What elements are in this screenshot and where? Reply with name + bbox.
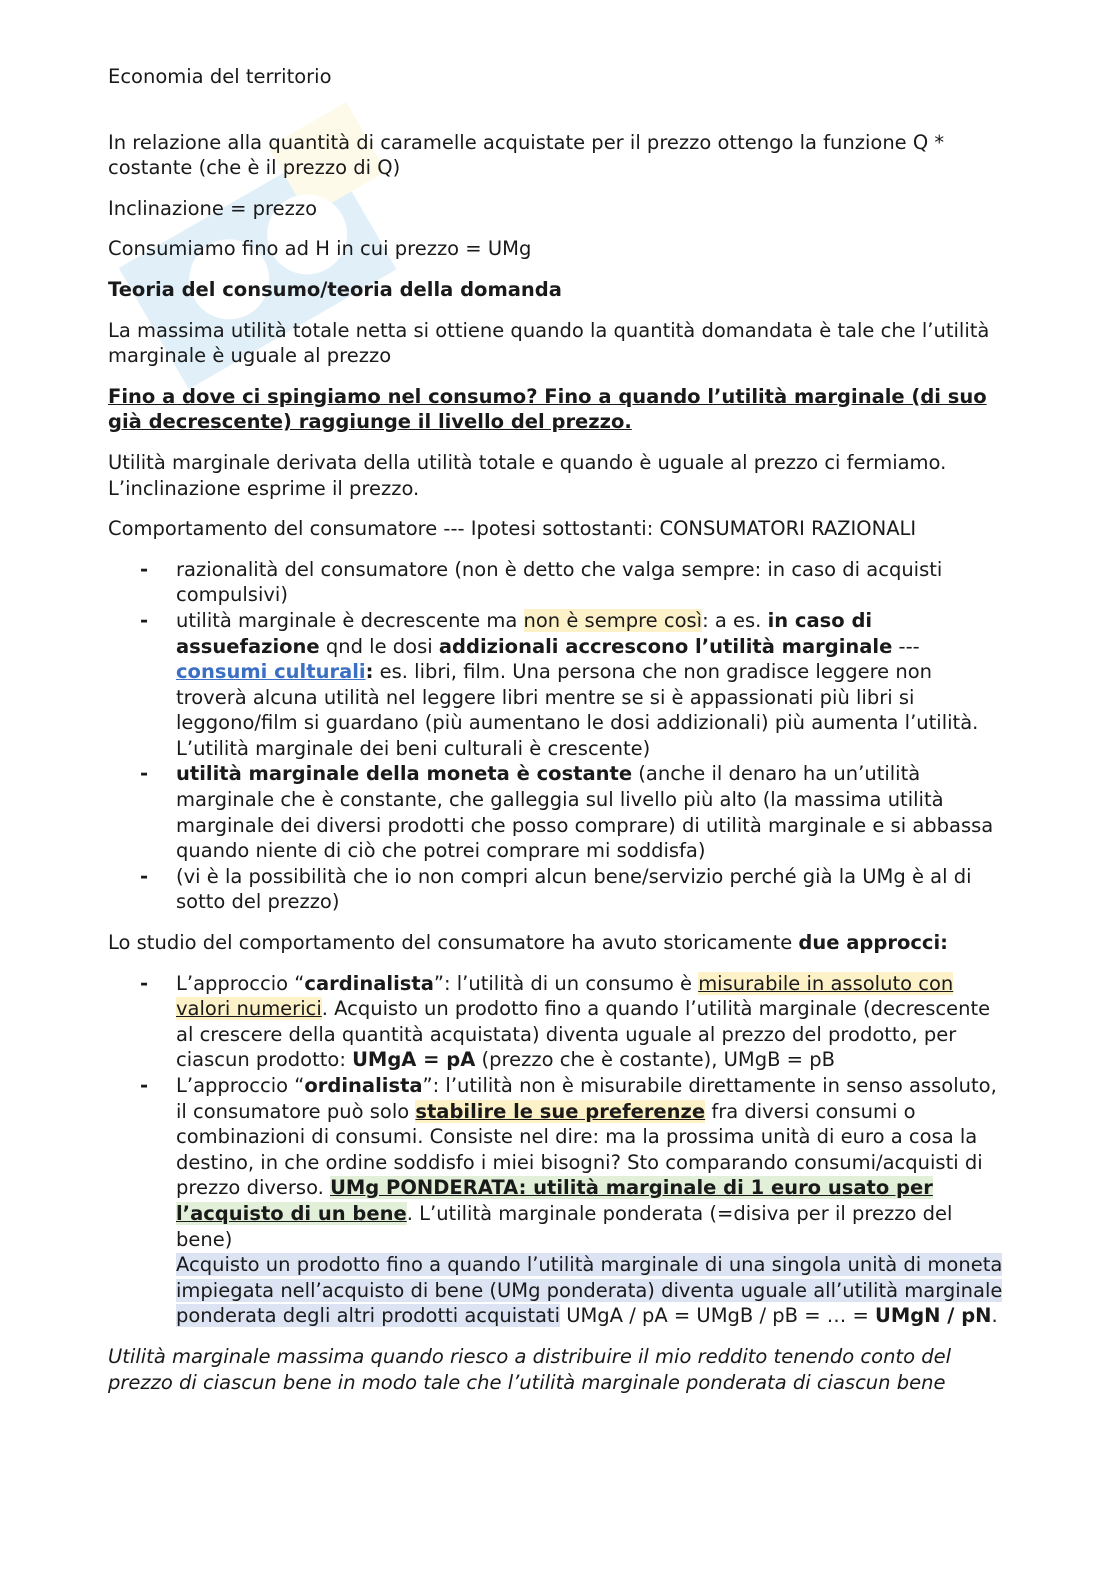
list-item: - L’approccio “ordinalista”: l’utilità non è misurabile direttamente in senso assoluto, il consumatore può solo stabilire le sue preferenze fra diversi consumi o combinazioni di consumi. Consiste nel dire: ma la prossima unità di euro a cosa la destino, in che ordine soddisfo i miei bisogni? Sto comparando consumi/acquisti di prezzo diverso. UMg PONDERATA: utilità marginale di 1 euro usato per l’acquisto di un bene. L’utilità marginale ponderata (=disiva per il prezzo del bene) Acquisto un prodotto fino a quando l’utilità marginale di una singola unità di moneta impiegata nell’acquisto di bene (UMg ponderata) diventa uguale all’utilità marginale ponderata degli altri prodotti acquistati UMgA / pA = UMgB / pB = … = UMgN / pN.	[140, 1074, 1003, 1328]
bullet-dash: -	[140, 864, 149, 888]
highlight-text: Acquisto un prodotto fino a quando l’utilità marginale di una singola unità di moneta impiegata nell’acquisto di bene (UMg ponderata) diventa uguale all’utilità marginale ponderata degli altri prodotti acquistati	[176, 1253, 1003, 1328]
highlight-text: misurabile in assoluto con valori numerici	[176, 971, 954, 1021]
bullet-dash: -	[140, 608, 149, 632]
list-item: - L’approccio “cardinalista”: l’utilità di un consumo è misurabile in assoluto con valori numerici. Acquisto un prodotto fino a quando l’utilità marginale (decrescente al crescere della quantità acquistata) diventa uguale al prezzo del prodotto, per ciascun prodotto: UMgA = pA (prezzo che è costante), UMgB = pB	[140, 971, 991, 1072]
highlight-text: stabilire le sue preferenze	[415, 1099, 706, 1123]
bullet-dash: -	[140, 557, 149, 581]
list-item: - (vi è la possibilità che io non compri alcun bene/servizio perché già la UMg è al di sotto del prezzo)	[140, 864, 972, 914]
section-heading: Teoria del consumo/teoria della domanda	[108, 277, 562, 301]
paragraph-max-utility: La massima utilità totale netta si ottiene quando la quantità domandata è tale che l’utilità marginale è uguale al prezzo	[108, 318, 990, 368]
bullet-dash: -	[140, 1074, 149, 1097]
highlight-text: UMg PONDERATA: utilità marginale di 1 euro usato per l’acquisto di un bene	[176, 1176, 933, 1225]
paragraph-consumer-behaviour: Comportamento del consumatore --- Ipotesi sottostanti: CONSUMATORI RAZIONALI	[108, 517, 917, 541]
paragraph-key-question: Fino a dove ci spingiamo nel consumo? Fino a quando l’utilità marginale (di suo già decrescente) raggiunge il livello del prezzo.	[108, 384, 987, 434]
list-item: - razionalità del consumatore (non è detto che valga sempre: in caso di acquisti compulsivi)	[140, 557, 943, 607]
paragraph-candies: In relazione alla quantità di caramelle acquistate per il prezzo ottengo la funzione Q * costante (che è il prezzo di Q)	[108, 130, 945, 180]
cultural-consumption-link[interactable]: consumi culturali	[176, 660, 366, 684]
approaches-list	[108, 971, 1008, 1329]
highlight-text: non è sempre così	[523, 608, 703, 632]
bullet-dash: -	[140, 971, 149, 995]
paragraph-conclusion: Utilità marginale massima quando riesco a distribuire il mio reddito tenendo conto del prezzo di ciascun bene in modo tale che l’utilità marginale ponderata di ciascun bene	[108, 1344, 951, 1394]
bullet-dash: -	[140, 762, 149, 786]
paragraph-marginal-derivative: Utilità marginale derivata della utilità totale e quando è uguale al prezzo ci fermiamo. L’inclinazione esprime il prezzo.	[108, 450, 947, 500]
paragraph-two-approaches: Lo studio del comportamento del consumatore ha avuto storicamente due approcci:	[108, 931, 948, 955]
document-page	[108, 64, 1008, 1410]
paragraph-consume-until: Consumiamo fino ad H in cui prezzo = UMg	[108, 237, 532, 261]
document-title: Economia del territorio	[108, 65, 332, 88]
paragraph-slope: Inclinazione = prezzo	[108, 196, 318, 220]
list-item: - utilità marginale della moneta è costante (anche il denaro ha un’utilità marginale che è constante, che galleggia sul livello più alto (la massima utilità marginale dei diversi prodotti che posso comprare) di utilità marginale e si abbassa quando niente di ciò che potrei comprare mi soddisfa)	[140, 762, 994, 863]
hypotheses-list	[108, 557, 1008, 915]
list-item: - utilità marginale è decrescente ma non è sempre così: a es. in caso di assuefazione qnd le dosi addizionali accrescono l’utilità marginale --- consumi culturali: es. libri, film. Una persona che non gradisce leggere non troverà alcuna utilità nel leggere libri mentre se si è appassionati più libri si leggono/film si guardano (più aumentano le dosi addizionali) più aumenta l’utilità. L’utilità marginale dei beni culturali è crescente)	[140, 608, 979, 760]
